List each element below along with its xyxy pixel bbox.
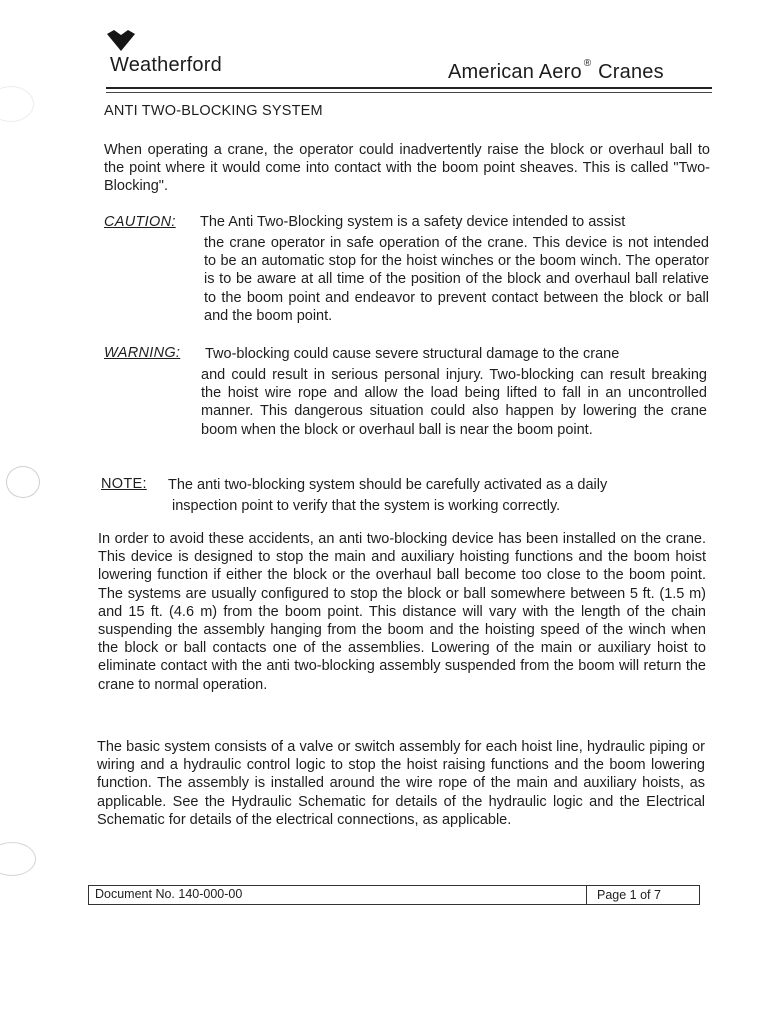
product-name-text: American Aero — [448, 61, 582, 83]
document-footer — [88, 885, 700, 905]
page-indicator: Page 1 of 7 — [586, 886, 661, 904]
caution-first-line: The Anti Two-Blocking system is a safety device intended to assist — [200, 214, 626, 230]
binder-hole — [6, 466, 40, 498]
binder-hole — [0, 86, 34, 122]
main-paragraph: In order to avoid these accidents, an anti two-blocking device has been installed on the crane. This device is designed to stop the main and auxiliary hoisting functions and the boom hoist lowering function if either the block or the overhaul ball become too close to the boom point. The systems are usually configured to stop the block or ball somewhere between 5 ft. (1.5 m) and 15 ft. (4.6 m) from the boom point. This distance will vary with the length of the chain suspending the assembly hanging from the boom and the hoisting speed of the winch when the block or ball contacts one of the assemblies. Lowering of the main or auxiliary hoist to eliminate contact with the anti two-blocking assembly suspended from the boom will return the crane to normal operation. — [98, 531, 706, 693]
document-number: Document No. 140-000-00 — [95, 887, 243, 901]
section-heading: ANTI TWO-BLOCKING SYSTEM — [104, 103, 323, 119]
caution-text: the crane operator in safe operation of the crane. This device is not intended to be an automatic stop for the hoist winches or the boom winch. The operator is to be aware at all time of the position of the block and overhaul ball relative to the boom point and endeavor to prevent contact between the block or ball and the boom point. — [204, 235, 709, 324]
warning-text: and could result in serious personal injury. Two-blocking can result breaking the hoist wire rope and allow the load being lifted to fall in an uncontrolled manner. This dangerous situation could also happen by lowering the crane boom when the block or overhaul ball is near the boom point. — [201, 367, 707, 438]
brand-name: Weatherford — [110, 54, 222, 76]
product-suffix: Cranes — [598, 61, 664, 83]
header-rule — [106, 87, 712, 89]
product-name — [448, 58, 664, 84]
warning-label: WARNING: — [104, 345, 181, 361]
header-rule-thin — [106, 92, 712, 93]
warning-first-line: Two-blocking could cause severe structural damage to the crane — [205, 346, 620, 362]
note-first-line: The anti two-blocking system should be carefully activated as a daily — [168, 477, 608, 493]
intro-paragraph: When operating a crane, the operator could inadvertently raise the block or overhaul ball to the point where it would come into contact with the boom point sheaves. This is called "Two-Blocking". — [104, 142, 710, 195]
binder-hole — [0, 842, 36, 876]
weatherford-logo-icon — [106, 30, 136, 52]
basic-system-paragraph: The basic system consists of a valve or switch assembly for each hoist line, hydraulic piping or wiring and a hydraulic control logic to stop the hoist raising functions and the boom lowering function. The assembly is installed around the wire rope of the main and auxiliary hoists, as applicable. See the Hydraulic Schematic for details of the hydraulic logic and the Electrical Schematic for details of the electrical connections, as applicable. — [97, 739, 705, 828]
note-label: NOTE: — [101, 476, 147, 492]
registered-mark: ® — [583, 58, 592, 70]
note-text: inspection point to verify that the system is working correctly. — [172, 498, 561, 514]
caution-label: CAUTION: — [104, 214, 176, 230]
